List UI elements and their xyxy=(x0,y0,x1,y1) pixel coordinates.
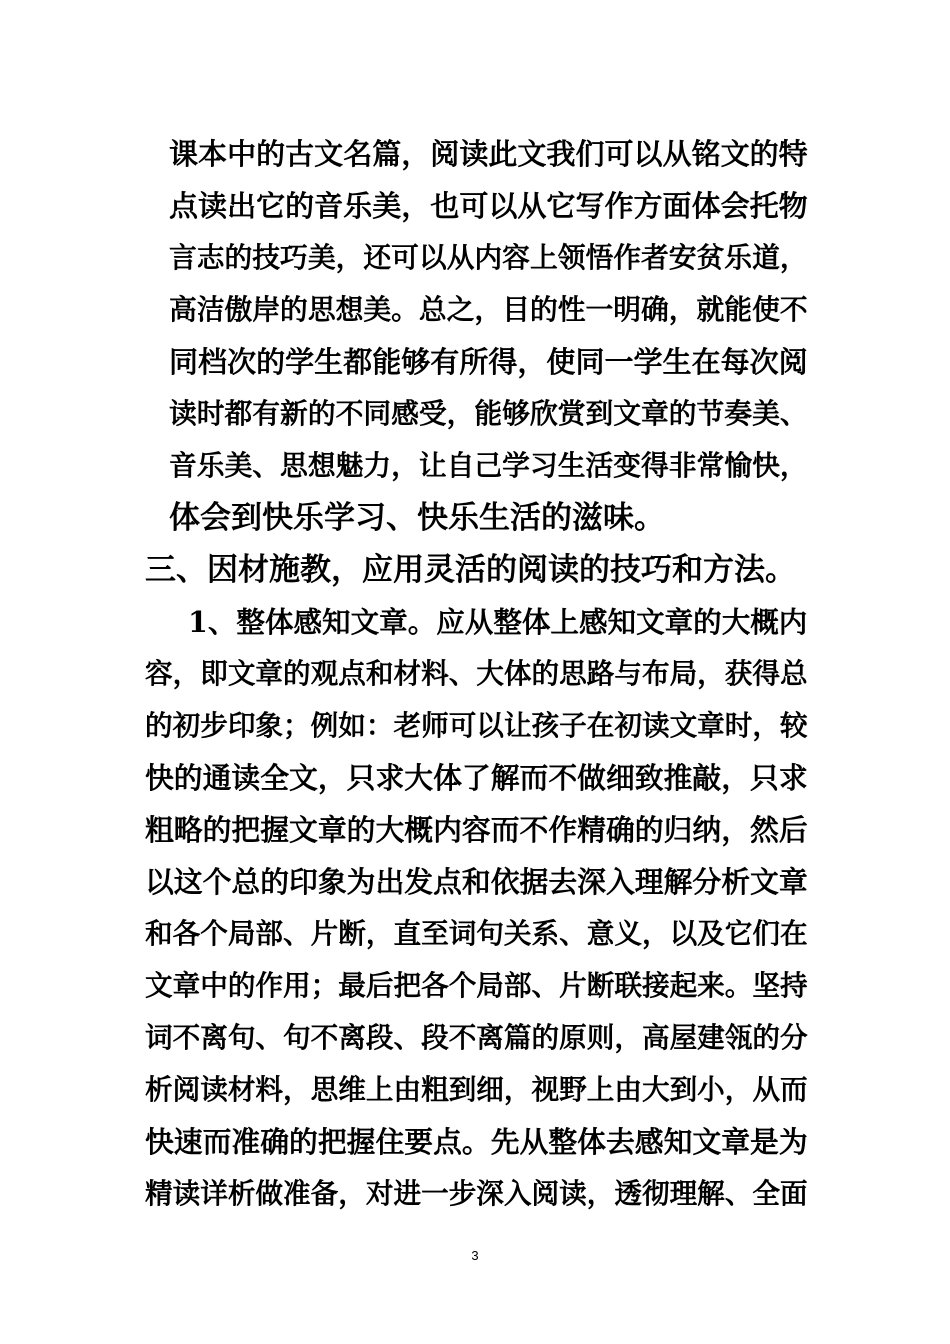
paragraph-line: 容，即文章的观点和材料、大体的思路与布局，获得总 xyxy=(145,657,808,690)
paragraph-line: 词不离句、句不离段、段不离篇的原则，高屋建瓴的分 xyxy=(145,1021,808,1054)
paragraph-line: 读时都有新的不同感受，能够欣赏到文章的节奏美、 xyxy=(169,397,808,430)
paragraph-line: 音乐美、思想魅力，让自己学习生活变得非常愉快， xyxy=(169,449,808,482)
page-number: 3 xyxy=(471,1248,479,1263)
paragraph-line: 文章中的作用；最后把各个局部、片断联接起来。坚持 xyxy=(145,969,808,1002)
paragraph-line: 析阅读材料，思维上由粗到细，视野上由大到小，从而 xyxy=(145,1073,808,1106)
paragraph-line: 高洁傲岸的思想美。总之，目的性一明确，就能使不 xyxy=(169,293,808,326)
paragraph-line: 1、整体感知文章。应从整体上感知文章的大概内 xyxy=(188,605,808,639)
paragraph-line: 同档次的学生都能够有所得，使同一学生在每次阅 xyxy=(169,345,808,379)
paragraph-line: 点读出它的音乐美，也可以从它写作方面体会托物 xyxy=(169,189,808,223)
paragraph-line: 以这个总的印象为出发点和依据去深入理解分析文章 xyxy=(145,865,808,899)
paragraph-line: 和各个局部、片断，直至词句关系、意义，以及它们在 xyxy=(145,917,808,950)
paragraph-line: 言志的技巧美，还可以从内容上领悟作者安贫乐道， xyxy=(169,241,808,274)
paragraph-line: 体会到快乐学习、快乐生活的滋味。 xyxy=(169,500,665,536)
paragraph-line: 精读详析做准备，对进一步深入阅读，透彻理解、全面 xyxy=(145,1177,808,1210)
paragraph-line: 粗略的把握文章的大概内容而不作精确的归纳，然后 xyxy=(145,813,808,847)
paragraph-line: 快的通读全文，只求大体了解而不做细致推敲，只求 xyxy=(145,761,808,795)
paragraph-line: 的初步印象；例如：老师可以让孩子在初读文章时，较 xyxy=(145,709,808,742)
paragraph-line: 课本中的古文名篇，阅读此文我们可以从铭文的特 xyxy=(169,137,808,171)
paragraph-line: 快速而准确的把握住要点。先从整体去感知文章是为 xyxy=(145,1125,808,1159)
section-heading: 三、因材施教，应用灵活的阅读的技巧和方法。 xyxy=(145,552,796,588)
